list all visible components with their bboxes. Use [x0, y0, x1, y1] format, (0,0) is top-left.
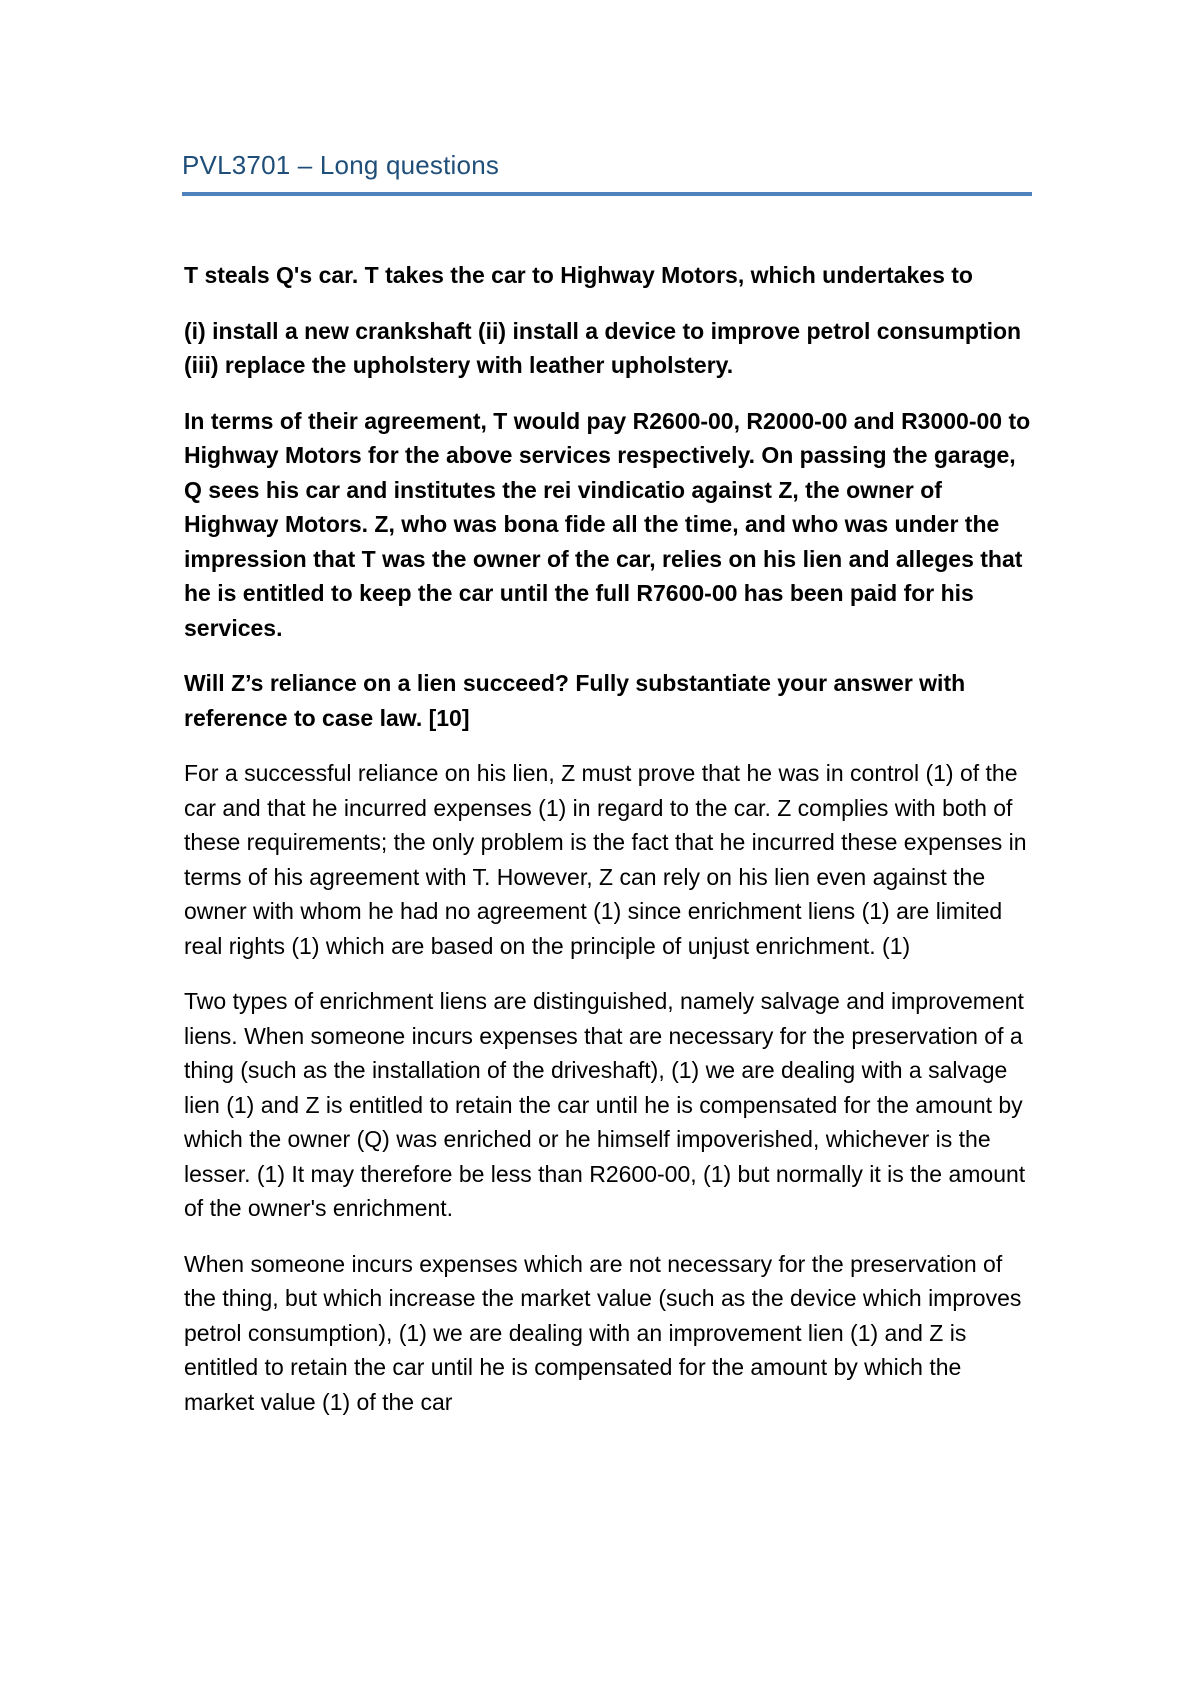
answer-paragraph-2: Two types of enrichment liens are distinguished, namely salvage and improvement liens. When someone incurs expenses that are necessary for the preservation of a thing (such as the installation of the driveshaft), (1) we are dealing with a salvage lien (1) and Z is entitled to retain the car until he is compensated for the amount by which the owner (Q) was enriched or he himself impoverished, whichever is the lesser. (1) It may therefore be less than R2600-00, (1) but normally it is the amount of the owner's enrichment. [184, 988, 1026, 1221]
question-ask: Will Z’s reliance on a lien succeed? Fully substantiate your answer with reference to case law. [10] [184, 670, 966, 731]
answer-paragraph-3: When someone incurs expenses which are not necessary for the preservation of the thing, but which increase the market value (such as the device which improves petrol consumption), (1) we are dealing with an improvement lien (1) and Z is entitled to retain the car until he is compensated for the amount by which the market value (1) of the car [184, 1250, 1022, 1415]
page-header [182, 148, 1032, 196]
question-intro: T steals Q's car. T takes the car to Highway Motors, which undertakes to [184, 262, 973, 288]
document-title: PVL3701 – Long questions [182, 150, 500, 180]
answer-paragraph-1: For a successful reliance on his lien, Z must prove that he was in control (1) of the car and that he incurred expenses (1) in regard to the car. Z complies with both of these requirements; the only problem is the fact that he incurred these expenses in terms of his agreement with T. However, Z can rely on his lien even against the owner with whom he had no agreement (1) since enrichment liens (1) are limited real rights (1) which are based on the principle of unjust enrichment. (1) [184, 760, 1027, 959]
document-body [184, 258, 1034, 1419]
question-facts: In terms of their agreement, T would pay R2600-00, R2000-00 and R3000-00 to Highway Motors for the above services respectively. On passing the garage, Q sees his car and institutes the rei vindicatio against Z, the owner of Highway Motors. Z, who was bona fide all the time, and who was under the impression that T was the owner of the car, relies on his lien and alleges that he is entitled to keep the car until the full R7600-00 has been paid for his services. [184, 407, 1031, 641]
header-divider [182, 192, 1032, 196]
question-services: (i) install a new crankshaft (ii) install a device to improve petrol consumption (iii) replace the upholstery with leather upholstery. [184, 317, 1022, 378]
